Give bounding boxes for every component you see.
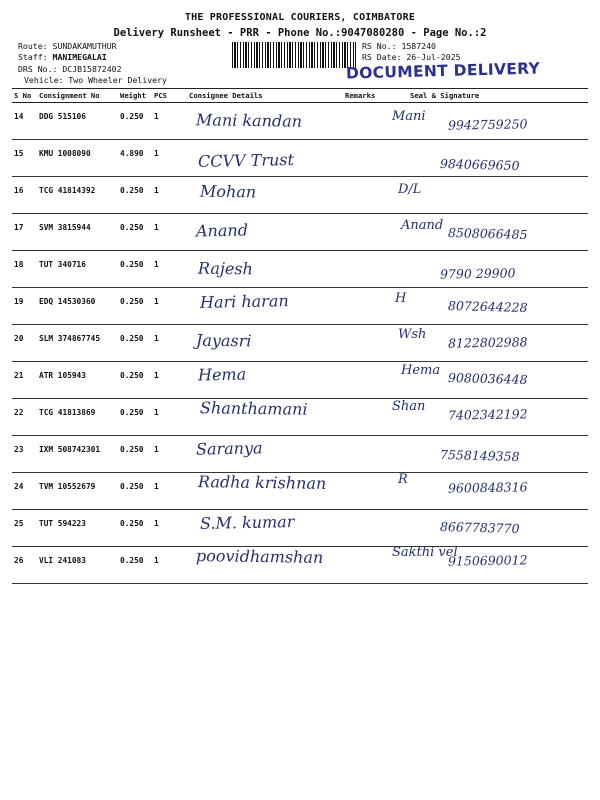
- col-consignment: Consignment No: [37, 89, 118, 103]
- phone-handwriting: 7558149358: [439, 446, 520, 464]
- rs-date-value: 26-Jul-2025: [406, 52, 461, 62]
- consignee-handwriting: Mohan: [199, 181, 257, 201]
- cell-sno: 23: [12, 436, 37, 473]
- consignee-handwriting: Hema: [197, 364, 247, 385]
- staff-line: [18, 52, 107, 63]
- remarks-cell: [343, 140, 396, 177]
- consignee-handwriting: Shanthamani: [199, 398, 308, 420]
- signature-handwriting: R: [398, 472, 408, 487]
- phone-handwriting: 8508066485: [447, 224, 528, 242]
- cell-consignment: TCG 41813869: [37, 399, 118, 436]
- cell-weight: 0.250: [118, 362, 152, 399]
- cell-consignment: DDG 515106: [37, 103, 118, 140]
- col-weight: Weight: [118, 89, 152, 103]
- cell-sno: 15: [12, 140, 37, 177]
- cell-weight: 0.250: [118, 103, 152, 140]
- cell-sno: 25: [12, 510, 37, 547]
- cell-pcs: 1: [152, 103, 187, 140]
- cell-weight: 0.250: [118, 251, 152, 288]
- remarks-cell: [343, 288, 396, 325]
- cell-weight: 0.250: [118, 510, 152, 547]
- drs-label: DRS No.:: [18, 64, 58, 74]
- rs-no-label: RS No.:: [362, 41, 397, 51]
- consignee-handwriting: Anand: [195, 220, 249, 241]
- cell-sno: 19: [12, 288, 37, 325]
- signature-handwriting: D/L: [398, 181, 422, 197]
- col-consignee: Consignee Details: [187, 89, 343, 103]
- vehicle-value: Two Wheeler Delivery: [68, 75, 167, 85]
- runsheet-subtitle: Delivery Runsheet - PRR - Phone No.:9047080280 - Page No.:2: [113, 27, 487, 39]
- remarks-cell: [343, 251, 396, 288]
- consignee-handwriting: Rajesh: [197, 258, 254, 279]
- cell-pcs: 1: [152, 288, 187, 325]
- cell-weight: 4.890: [118, 140, 152, 177]
- col-remarks: Remarks: [343, 89, 396, 103]
- cell-consignment: IXM 508742301: [37, 436, 118, 473]
- remarks-cell: [343, 399, 396, 436]
- cell-consignment: SLM 374867745: [37, 325, 118, 362]
- cell-pcs: 1: [152, 251, 187, 288]
- consignee-handwriting: CCVV Trust: [197, 150, 295, 172]
- rs-date-label: RS Date:: [362, 52, 402, 62]
- consignee-handwriting: Hari haran: [199, 290, 289, 312]
- cell-sno: 17: [12, 214, 37, 251]
- cell-pcs: 1: [152, 362, 187, 399]
- cell-consignment: ATR 105943: [37, 362, 118, 399]
- phone-handwriting: 9840669650: [439, 156, 520, 174]
- cell-consignment: VLI 241083: [37, 547, 118, 584]
- consignee-handwriting: S.M. kumar: [199, 512, 295, 534]
- route-value: SUNDAKAMUTHUR: [52, 41, 117, 51]
- cell-weight: 0.250: [118, 177, 152, 214]
- cell-sno: 21: [12, 362, 37, 399]
- cell-weight: 0.250: [118, 325, 152, 362]
- cell-weight: 0.250: [118, 547, 152, 584]
- signature-handwriting: Hema: [401, 363, 441, 379]
- remarks-cell: [343, 214, 396, 251]
- signature-handwriting: H: [395, 290, 407, 306]
- signature-cell: [396, 177, 588, 214]
- cell-pcs: 1: [152, 473, 187, 510]
- remarks-cell: [343, 547, 396, 584]
- remarks-cell: [343, 177, 396, 214]
- cell-weight: 0.250: [118, 436, 152, 473]
- consignee-handwriting: Mani kandan: [195, 110, 303, 131]
- table-header-row: [12, 89, 588, 103]
- signature-handwriting: Wsh: [398, 326, 427, 342]
- drs-value: DCJB15872402: [62, 64, 122, 74]
- cell-pcs: 1: [152, 436, 187, 473]
- staff-label: Staff:: [18, 52, 48, 62]
- barcode: [232, 42, 356, 68]
- cell-pcs: 1: [152, 510, 187, 547]
- phone-handwriting: 7402342192: [447, 406, 528, 424]
- col-sno: S No: [12, 89, 37, 103]
- remarks-cell: [343, 473, 396, 510]
- cell-sno: 26: [12, 547, 37, 584]
- signature-handwriting: Mani: [392, 109, 426, 124]
- table-row: [12, 177, 588, 214]
- consignee-handwriting: Saranya: [195, 437, 263, 459]
- cell-consignment: TCG 41814392: [37, 177, 118, 214]
- cell-sno: 14: [12, 103, 37, 140]
- cell-pcs: 1: [152, 547, 187, 584]
- phone-handwriting: 8072644228: [447, 297, 528, 315]
- signature-handwriting: Shan: [392, 399, 426, 415]
- cell-weight: 0.250: [118, 214, 152, 251]
- cell-sno: 16: [12, 177, 37, 214]
- remarks-cell: [343, 510, 396, 547]
- cell-weight: 0.250: [118, 473, 152, 510]
- signature-handwriting: Anand: [401, 217, 444, 233]
- runsheet-title: THE PROFESSIONAL COURIERS, COIMBATORE: [184, 12, 416, 23]
- cell-consignment: KMU 1008090: [37, 140, 118, 177]
- staff-value: MANIMEGALAI: [52, 52, 107, 62]
- col-pcs: PCS: [152, 89, 187, 103]
- vehicle-line: [24, 75, 167, 86]
- phone-handwriting: 9080036448: [447, 370, 528, 388]
- consignee-handwriting: poovidhamshan: [195, 545, 324, 567]
- cell-consignment: TVM 10552679: [37, 473, 118, 510]
- cell-sno: 22: [12, 399, 37, 436]
- rs-no-value: 1587240: [401, 41, 436, 51]
- remarks-cell: [343, 436, 396, 473]
- cell-consignment: EDQ 14530360: [37, 288, 118, 325]
- cell-sno: 20: [12, 325, 37, 362]
- phone-handwriting: 8667783770: [439, 519, 520, 537]
- route-label: Route:: [18, 41, 48, 51]
- remarks-cell: [343, 362, 396, 399]
- drs-line: [18, 64, 122, 75]
- cell-weight: 0.250: [118, 288, 152, 325]
- cell-sno: 24: [12, 473, 37, 510]
- cell-weight: 0.250: [118, 399, 152, 436]
- cell-pcs: 1: [152, 214, 187, 251]
- cell-pcs: 1: [152, 140, 187, 177]
- phone-handwriting: 8122802988: [447, 334, 528, 351]
- cell-pcs: 1: [152, 177, 187, 214]
- phone-handwriting: 9150690012: [447, 551, 528, 569]
- phone-handwriting: 9790 29900: [439, 265, 516, 282]
- cell-sno: 18: [12, 251, 37, 288]
- route-line: [18, 41, 117, 52]
- cell-pcs: 1: [152, 325, 187, 362]
- col-signature: Seal & Signature: [396, 89, 588, 103]
- cell-consignment: SVM 3815944: [37, 214, 118, 251]
- remarks-cell: [343, 325, 396, 362]
- cell-consignment: TUT 340716: [37, 251, 118, 288]
- phone-handwriting: 9600848316: [447, 479, 528, 496]
- rs-no-line: [362, 41, 436, 52]
- cell-pcs: 1: [152, 399, 187, 436]
- consignee-handwriting: Radha krishnan: [197, 472, 327, 493]
- signature-handwriting: Sakthi vel: [392, 544, 458, 560]
- document-delivery-stamp: DOCUMENT DELIVERY: [345, 59, 541, 83]
- phone-handwriting: 9942759250: [447, 116, 528, 133]
- remarks-cell: [343, 103, 396, 140]
- consignee-handwriting: Jayasri: [195, 330, 252, 351]
- cell-consignment: TUT 594223: [37, 510, 118, 547]
- vehicle-label: Vehicle:: [24, 75, 64, 85]
